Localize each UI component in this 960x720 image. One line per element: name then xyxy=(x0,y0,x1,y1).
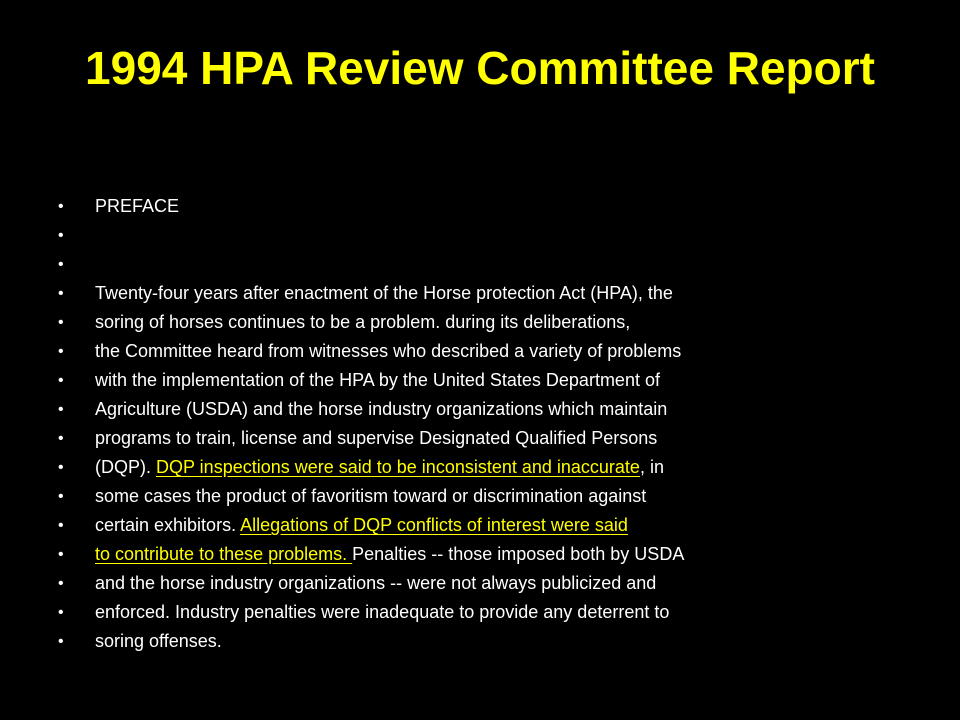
bullet-text xyxy=(95,569,656,598)
bullet-item xyxy=(58,424,918,453)
bullet-text xyxy=(95,453,664,482)
bullet-item xyxy=(58,598,918,627)
text-run: programs to train, license and supervise Designated Qualified Persons xyxy=(95,428,658,448)
bullet-text xyxy=(95,192,179,221)
bullet-dot-icon: • xyxy=(58,488,64,505)
text-run: Penalties -- those imposed both by USDA xyxy=(352,544,685,564)
bullet-text xyxy=(95,627,222,656)
bullet-dot-icon: • xyxy=(58,604,64,621)
bullet-dot-icon: • xyxy=(58,633,64,650)
text-run: with the implementation of the HPA by the United States Department of xyxy=(95,370,660,390)
bullet-item xyxy=(58,482,918,511)
bullet-dot-icon: • xyxy=(58,546,64,563)
bullet-dot-icon: • xyxy=(58,401,64,418)
bullet-item xyxy=(58,366,918,395)
text-run: and the horse industry organizations -- were not always publicized and xyxy=(95,573,657,593)
bullet-item xyxy=(58,308,918,337)
bullet-item xyxy=(58,511,918,540)
bullet-item xyxy=(58,540,918,569)
bullet-text xyxy=(95,482,646,511)
bullet-dot-icon: • xyxy=(58,459,64,476)
bullet-text xyxy=(95,424,657,453)
text-run: (DQP). xyxy=(95,457,156,477)
text-run: PREFACE xyxy=(95,196,180,216)
bullet-text xyxy=(95,395,667,424)
bullet-dot-icon: • xyxy=(58,372,64,389)
bullet-item xyxy=(58,395,918,424)
slide-title: 1994 HPA Review Committee Report xyxy=(85,42,875,94)
bullet-dot-icon: • xyxy=(58,430,64,447)
text-run: enforced. Industry penalties were inadequate to provide any deterrent to xyxy=(95,602,670,622)
bullet-item xyxy=(58,453,918,482)
bullet-item xyxy=(58,279,918,308)
text-run: soring of horses continues to be a problem. during its deliberations, xyxy=(95,312,631,332)
text-run: some cases the product of favoritism toward or discrimination against xyxy=(95,486,647,506)
bullet-text xyxy=(95,366,660,395)
bullet-dot-icon: • xyxy=(58,256,64,273)
bullet-text xyxy=(95,279,673,308)
highlighted-text: to contribute to these problems. xyxy=(95,544,353,564)
bullet-item xyxy=(58,569,918,598)
bullet-dot-icon: • xyxy=(58,314,64,331)
bullet-text xyxy=(95,337,681,366)
bullet-text xyxy=(95,308,630,337)
bullet-text xyxy=(95,511,628,540)
bullet-dot-icon: • xyxy=(58,575,64,592)
bullet-item xyxy=(58,337,918,366)
highlighted-text: Allegations of DQP conflicts of interest were said xyxy=(240,515,628,535)
text-run: soring offenses. xyxy=(95,631,222,651)
bullet-dot-icon: • xyxy=(58,285,64,302)
highlighted-text: DQP inspections were said to be inconsistent and inaccurate xyxy=(156,457,640,477)
bullet-dot-icon: • xyxy=(58,343,64,360)
text-run: Agriculture (USDA) and the horse industry organizations which maintain xyxy=(95,399,668,419)
text-run: the Committee heard from witnesses who described a variety of problems xyxy=(95,341,682,361)
text-run: Twenty-four years after enactment of the Horse protection Act (HPA), the xyxy=(95,283,673,303)
bullet-list xyxy=(58,192,918,656)
bullet-item xyxy=(58,627,918,656)
bullet-item xyxy=(58,221,918,250)
text-run: , in xyxy=(639,457,664,477)
bullet-dot-icon: • xyxy=(58,517,64,534)
bullet-text xyxy=(95,598,669,627)
bullet-dot-icon: • xyxy=(58,227,64,244)
bullet-text xyxy=(95,540,684,569)
bullet-item xyxy=(58,250,918,279)
text-run: certain exhibitors. xyxy=(95,515,241,535)
bullet-dot-icon: • xyxy=(58,198,64,215)
bullet-item xyxy=(58,192,918,221)
